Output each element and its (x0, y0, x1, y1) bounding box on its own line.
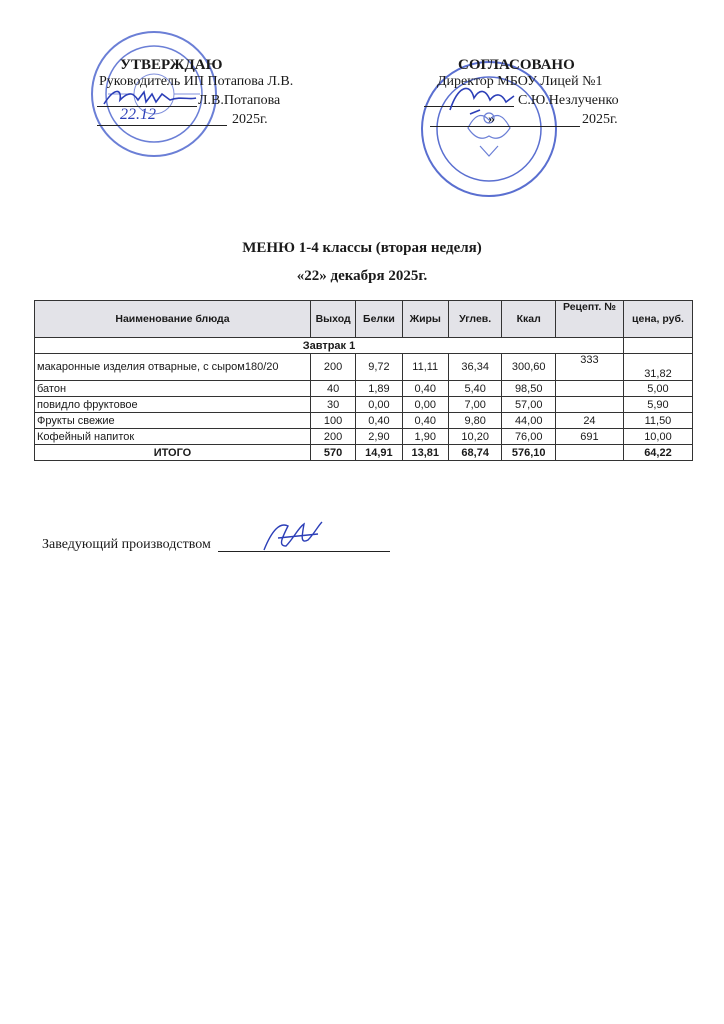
cell-kcal: 76,00 (502, 429, 556, 445)
header-fat: Жиры (402, 301, 448, 338)
cell-fat: 0,00 (402, 397, 448, 413)
agree-quote: » (488, 112, 495, 127)
cell-kcal: 57,00 (502, 397, 556, 413)
cell-carbs: 36,34 (448, 354, 502, 381)
cell-fat: 0,40 (402, 413, 448, 429)
table-row (35, 429, 693, 445)
total-fat: 13,81 (402, 445, 448, 461)
section-empty-cell (623, 338, 692, 354)
cell-recipe: 24 (555, 413, 623, 429)
table-row (35, 354, 693, 381)
section-row (35, 338, 693, 354)
agree-signature (440, 80, 530, 120)
cell-carbs: 9,80 (448, 413, 502, 429)
approve-title: УТВЕРЖДАЮ (120, 57, 223, 73)
table-row (35, 381, 693, 397)
cell-protein: 0,40 (356, 413, 402, 429)
cell-price: 11,50 (623, 413, 692, 429)
approve-year: 2025г. (232, 112, 268, 127)
total-price: 64,22 (623, 445, 692, 461)
cell-carbs: 10,20 (448, 429, 502, 445)
cell-kcal: 98,50 (502, 381, 556, 397)
total-recipe (555, 445, 623, 461)
cell-kcal: 300,60 (502, 354, 556, 381)
cell-price: 10,00 (623, 429, 692, 445)
cell-recipe: 691 (555, 429, 623, 445)
total-output: 570 (310, 445, 355, 461)
cell-price: 5,90 (623, 397, 692, 413)
cell-carbs: 5,40 (448, 381, 502, 397)
cell-kcal: 44,00 (502, 413, 556, 429)
cell-protein: 2,90 (356, 429, 402, 445)
header-price: цена, руб. (623, 301, 692, 338)
document-date: «22» декабря 2025г. (296, 268, 428, 284)
table-row (35, 413, 693, 429)
agree-year: 2025г. (582, 112, 618, 127)
cell-price: 31,82 (623, 354, 692, 381)
cell-protein: 9,72 (356, 354, 402, 381)
cell-price: 5,00 (623, 381, 692, 397)
header-protein: Белки (356, 301, 402, 338)
cell-name: макаронные изделия отварные, с сыром180/20 (35, 354, 311, 381)
cell-recipe: 333 (555, 354, 623, 381)
cell-name: повидло фруктовое (35, 397, 311, 413)
total-carbs: 68,74 (448, 445, 502, 461)
total-protein: 14,91 (356, 445, 402, 461)
cell-output: 100 (310, 413, 355, 429)
cell-fat: 11,11 (402, 354, 448, 381)
cell-protein: 0,00 (356, 397, 402, 413)
menu-table (34, 300, 693, 461)
agree-line1: Директор МБОУ Лицей №1 (437, 74, 603, 89)
cell-output: 200 (310, 354, 355, 381)
cell-recipe (555, 381, 623, 397)
footer-label: Заведующий производством (42, 537, 211, 552)
header-kcal: Ккал (502, 301, 556, 338)
agree-title: СОГЛАСОВАНО (458, 57, 575, 73)
document-title: МЕНЮ 1-4 классы (вторая неделя) (242, 240, 482, 256)
cell-name: батон (35, 381, 311, 397)
approve-line1: Руководитель ИП Потапова Л.В. (99, 74, 294, 89)
agree-line2: С.Ю.Незлученко (518, 93, 619, 108)
approve-line2: Л.В.Потапова (198, 93, 281, 108)
cell-name: Кофейный напиток (35, 429, 311, 445)
cell-recipe (555, 397, 623, 413)
approve-date-handwritten: 22.12 (120, 106, 156, 123)
header-recipe: Рецепт. № (555, 301, 623, 338)
total-row (35, 445, 693, 461)
cell-fat: 0,40 (402, 381, 448, 397)
cell-name: Фрукты свежие (35, 413, 311, 429)
cell-output: 200 (310, 429, 355, 445)
total-kcal: 576,10 (502, 445, 556, 461)
header-name: Наименование блюда (35, 301, 311, 338)
agree-date-line (430, 126, 580, 127)
total-label: ИТОГО (35, 445, 311, 461)
cell-fat: 1,90 (402, 429, 448, 445)
cell-carbs: 7,00 (448, 397, 502, 413)
cell-output: 40 (310, 381, 355, 397)
section-label: Завтрак 1 (35, 338, 624, 354)
header-output: Выход (310, 301, 355, 338)
cell-output: 30 (310, 397, 355, 413)
approve-date-line (97, 125, 227, 126)
table-row (35, 397, 693, 413)
footer-signature (258, 516, 328, 556)
table-header-row (35, 301, 693, 338)
header-carbs: Углев. (448, 301, 502, 338)
cell-protein: 1,89 (356, 381, 402, 397)
